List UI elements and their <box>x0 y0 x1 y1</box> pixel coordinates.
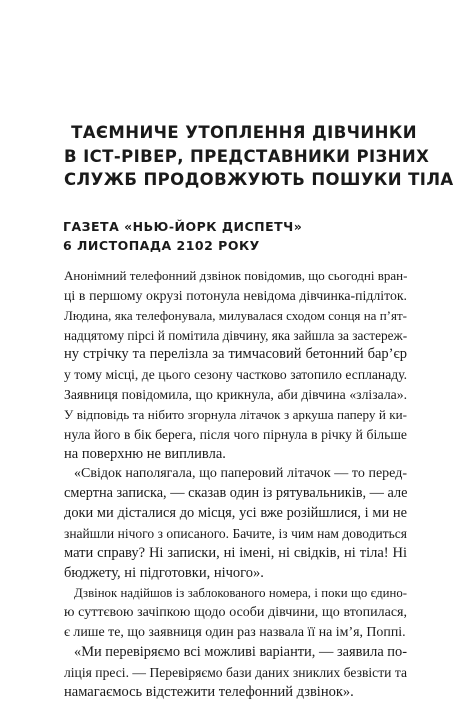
text-line: надцятому пірсі й помітила дівчину, яка зайшла за застереж- <box>64 327 408 343</box>
headline-line: В ІСТ-РІВЕР, ПРЕДСТАВНИКИ РІЗНИХ <box>64 146 430 166</box>
text-line: «Ми перевіряємо всі можливі варіанти, — заявила по- <box>74 644 407 661</box>
text-line: знайшли нічого з описаного. Бачите, із чим нам доводиться <box>64 525 407 541</box>
text-line: Людина, яка телефонувала, милувалася сходом сонця на п’ят- <box>64 307 407 323</box>
text-line: на поверхню не випливла. <box>64 445 226 462</box>
text-line: Дзвінок надійшов із заблокованого номера, і поки що єдино- <box>74 585 407 600</box>
text-line: Анонімний телефонний дзвінок повідомив, що сьогодні вран- <box>64 268 408 283</box>
headline-line: СЛУЖБ ПРОДОВЖУЮТЬ ПОШУКИ ТІЛА <box>64 170 454 189</box>
text-line: доки ми дісталися до місця, усі вже розійшлися, і ми не <box>64 505 407 522</box>
text-line: У відповідь та нібито згорнула літачок з аркуша паперу й ки- <box>64 406 407 422</box>
paragraph <box>64 643 407 703</box>
text-line: ну стрічку та перелізла за тимчасовий бетонний бар’єр <box>64 346 407 363</box>
text-line: «Свідок наполягала, що паперовий літачок — то перед- <box>74 466 407 482</box>
text-line: у тому місці, де цього сезону частково затопило еспланаду. <box>64 367 407 383</box>
article-body <box>64 266 407 703</box>
publication-date: 6 ЛИСТОПАДА 2102 РОКУ <box>63 237 260 253</box>
text-line: є лише те, що заявниця один раз назвала її на ім’я, Поппі. <box>64 625 406 641</box>
text-line: нула його в бік берега, після чого пірнула в річку й більше <box>64 426 407 442</box>
text-line: ліція пресі. — Перевіряємо бази даних зниклих безвісти та <box>64 664 407 680</box>
paragraph <box>64 266 407 464</box>
text-line: ці в першому окрузі потонула невідома дівчинка-підліток. <box>64 287 407 303</box>
paragraph <box>64 584 407 644</box>
paragraph <box>64 464 407 583</box>
text-line: намагаємось відстежити телефонний дзвінок». <box>64 683 354 700</box>
text-line: смертна записка, — сказав один із рятувальників, — але <box>64 485 408 502</box>
text-line: мати справу? Ні записки, ні імені, ні свідків, ні тіла! Ні <box>64 544 407 561</box>
text-line: бюджету, ні підготовки, нічого». <box>64 564 264 581</box>
text-line: ю суттєвою зачіпкою щодо особи дівчини, що втопилася, <box>64 605 407 621</box>
text-line: Заявниця повідомила, що крикнула, аби дівчина «злізала». <box>64 387 407 403</box>
article-headline <box>64 121 454 192</box>
article-source <box>63 218 302 255</box>
headline-line: ТАЄМНИЧЕ УТОПЛЕННЯ ДІВЧИНКИ <box>71 123 417 142</box>
newspaper-name: ГАЗЕТА «НЬЮ-ЙОРК ДИСПЕТЧ» <box>63 219 303 234</box>
